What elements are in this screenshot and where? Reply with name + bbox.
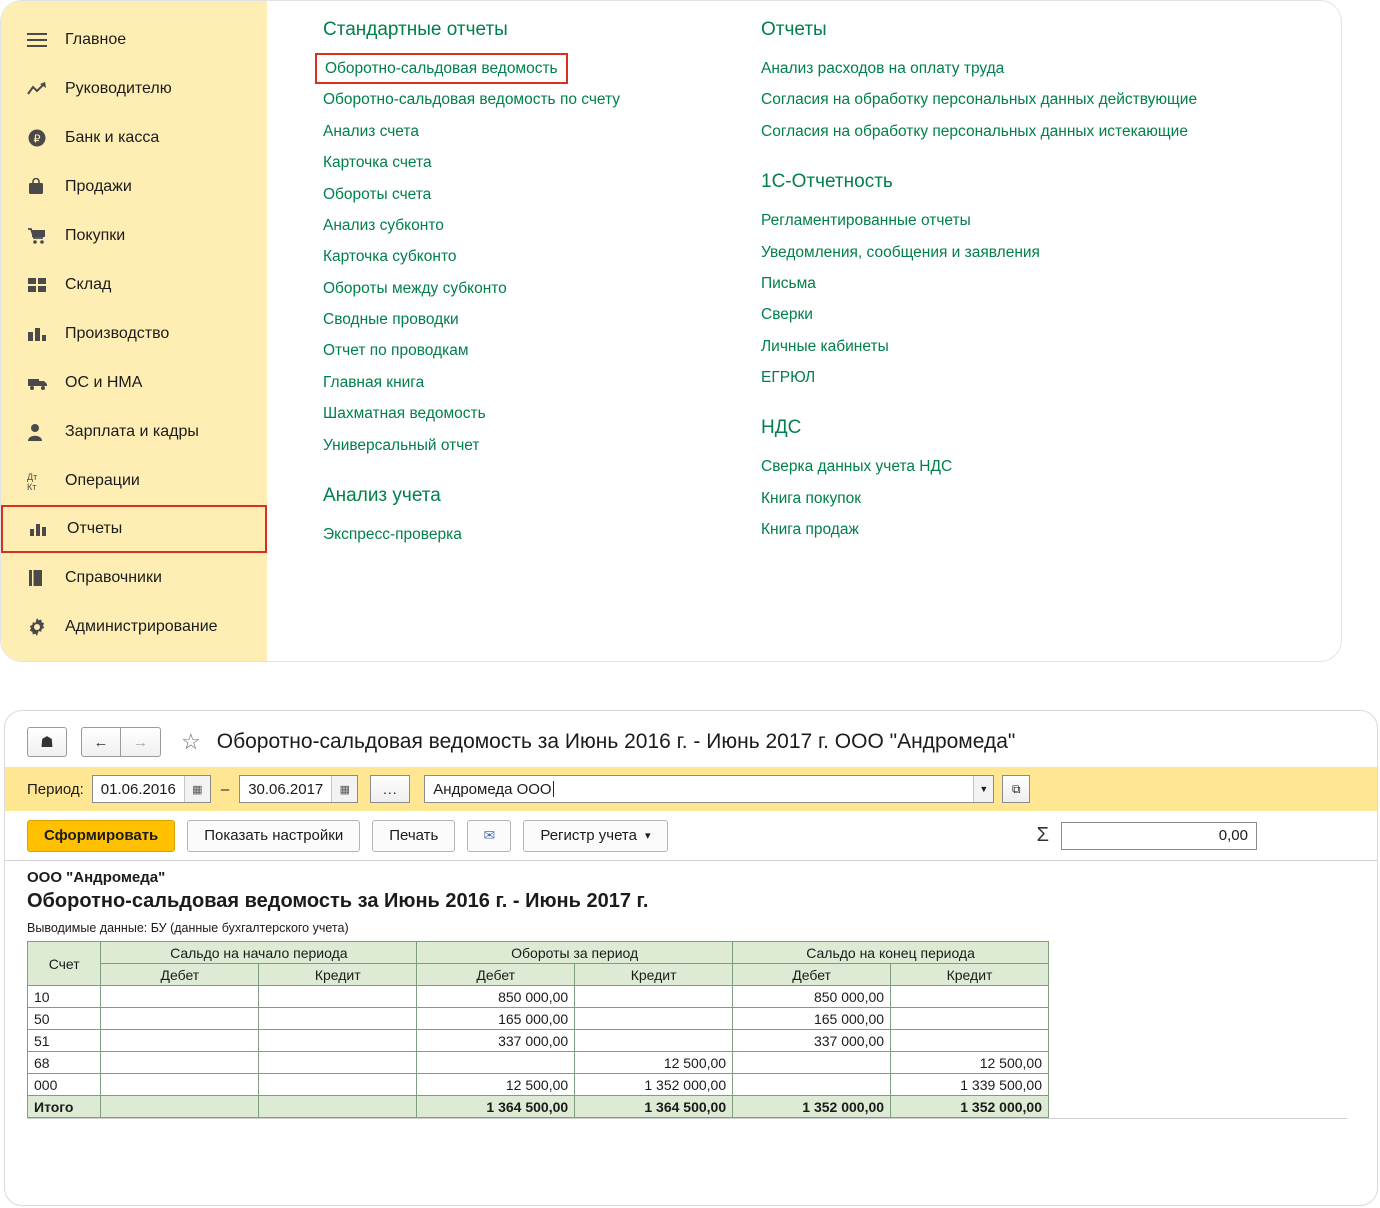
- menu-column-standard-reports: [301, 19, 739, 661]
- organization-input[interactable]: [424, 775, 994, 803]
- cell-open-debit: [101, 1074, 259, 1096]
- sidebar-item-otchety[interactable]: [1, 505, 267, 553]
- menu-column-reports: [739, 19, 1339, 661]
- sidebar-item-label: Покупки: [65, 226, 126, 244]
- cell-open-debit: [101, 1008, 259, 1030]
- cell-open-credit: [259, 986, 417, 1008]
- report-output-info: [27, 921, 1377, 935]
- date-from-value: 01.06.2016: [100, 780, 176, 798]
- menu-item-reglamentirovannye-otchety[interactable]: Регламентированные отчеты: [761, 212, 971, 230]
- group-title-1c-otchetnost: 1С-Отчетность: [761, 171, 893, 193]
- cell-turn-credit: 1 352 000,00: [575, 1074, 733, 1096]
- cell-turn-debit: 165 000,00: [417, 1008, 575, 1030]
- table-row[interactable]: [28, 1074, 1049, 1096]
- trend-up-icon: [27, 81, 55, 97]
- svg-text:Дт: Дт: [27, 471, 38, 482]
- envelope-icon[interactable]: ✉: [467, 820, 511, 852]
- debit-credit-icon: [27, 471, 55, 491]
- osv-table: [27, 941, 1049, 1118]
- menu-item-analiz-raskhodov[interactable]: Анализ расходов на оплату труда: [761, 60, 1005, 77]
- menu-item-kniga-prodazh[interactable]: Книга продаж: [761, 521, 859, 539]
- sidebar-item-label: Администрирование: [65, 617, 218, 635]
- cell-account: 10: [28, 986, 101, 1008]
- cell-total-label: Итого: [28, 1096, 101, 1118]
- menu-item-osv-highlighted[interactable]: Оборотно-сальдовая ведомость: [315, 53, 568, 84]
- calendar-icon[interactable]: ▦: [331, 776, 357, 802]
- sidebar-item-label: Зарплата и кадры: [65, 422, 199, 440]
- menu-item-egryul[interactable]: ЕГРЮЛ: [761, 369, 816, 386]
- sidebar-item-label: Главное: [65, 30, 127, 48]
- report-screenshot-panel: [4, 710, 1378, 1206]
- sidebar-item-operacii[interactable]: [1, 456, 267, 505]
- sidebar-item-proizvodstvo[interactable]: [1, 309, 267, 358]
- organization-value: Андромеда ООО: [433, 780, 552, 798]
- menu-item-shakhmatnaya-vedomost[interactable]: Шахматная ведомость: [323, 405, 486, 423]
- report-titlebar: [5, 711, 1377, 767]
- cell-turn-credit: 12 500,00: [575, 1052, 733, 1074]
- home-icon[interactable]: ☗: [27, 727, 67, 757]
- cell-open-credit: [259, 1008, 417, 1030]
- cell-close-credit: 1 339 500,00: [891, 1074, 1049, 1096]
- chevron-down-icon: ▾: [644, 830, 651, 842]
- menu-item-osv-po-schetu[interactable]: Оборотно-сальдовая ведомость по счету: [323, 91, 621, 109]
- open-card-icon[interactable]: ⧉: [1002, 775, 1030, 803]
- period-dash: –: [220, 780, 230, 798]
- cell-total-turn-credit: 1 364 500,00: [575, 1096, 733, 1118]
- menu-item-ekspress-proverka[interactable]: Экспресс-проверка: [323, 525, 462, 543]
- menu-item-lichnye-kabinety[interactable]: Личные кабинеты: [761, 337, 889, 355]
- sidebar-item-bank-i-kassa[interactable]: [1, 113, 267, 162]
- col-open-credit: Кредит: [259, 964, 417, 986]
- col-turn-debit: Дебет: [417, 964, 575, 986]
- menu-item-analiz-subkonto[interactable]: Анализ субконто: [323, 216, 444, 234]
- menu-item-sverka-nds[interactable]: Сверка данных учета НДС: [761, 458, 953, 476]
- table-total-row: [28, 1096, 1049, 1118]
- cell-close-credit: [891, 1030, 1049, 1052]
- cell-open-debit: [101, 986, 259, 1008]
- col-turnover: Обороты за период: [417, 942, 733, 964]
- output-value: БУ (данные бухгалтерского учета): [150, 921, 349, 935]
- bar-chart-icon: [29, 521, 57, 537]
- cell-close-debit: 165 000,00: [733, 1008, 891, 1030]
- chevron-down-icon[interactable]: ▼: [973, 776, 993, 802]
- person-icon: [27, 423, 55, 441]
- table-sub-header-row: [28, 964, 1049, 986]
- cell-close-credit: [891, 986, 1049, 1008]
- period-more-button[interactable]: ...: [370, 775, 410, 803]
- register-dropdown-button[interactable]: [523, 820, 667, 852]
- star-icon[interactable]: ☆: [181, 729, 201, 754]
- cell-close-debit: [733, 1074, 891, 1096]
- output-label: Выводимые данные:: [27, 921, 148, 935]
- menu-item-pisma[interactable]: Письма: [761, 274, 816, 292]
- cell-turn-credit: [575, 1030, 733, 1052]
- col-account: Счет: [28, 942, 101, 986]
- cell-turn-credit: [575, 1008, 733, 1030]
- cell-total-turn-debit: 1 364 500,00: [417, 1096, 575, 1118]
- boxes-icon: [27, 277, 55, 293]
- print-button[interactable]: Печать: [372, 820, 455, 852]
- sidebar-item-label: Банк и касса: [65, 128, 160, 146]
- col-closing-balance: Сальдо на конец периода: [733, 942, 1049, 964]
- calendar-icon[interactable]: ▦: [184, 776, 210, 802]
- date-to-input[interactable]: [239, 775, 358, 803]
- sigma-icon: Σ: [1036, 824, 1049, 846]
- date-from-input[interactable]: [92, 775, 211, 803]
- register-label: Регистр учета: [540, 827, 637, 844]
- sidebar: [1, 1, 267, 661]
- arrow-left-icon[interactable]: ←: [81, 727, 121, 757]
- sidebar-item-label: Отчеты: [67, 520, 123, 537]
- col-close-credit: Кредит: [891, 964, 1049, 986]
- menu-item-svodnye-provodki[interactable]: Сводные проводки: [323, 311, 459, 328]
- menu-item-kartochka-scheta[interactable]: Карточка счета: [323, 154, 432, 172]
- reports-menu: [267, 1, 1341, 661]
- table-row[interactable]: [28, 986, 1049, 1008]
- sidebar-item-label: Производство: [65, 324, 170, 342]
- menu-item-analiz-scheta[interactable]: Анализ счета: [323, 122, 419, 140]
- gear-icon: [27, 617, 55, 637]
- arrow-right-icon[interactable]: →: [121, 727, 161, 757]
- sidebar-item-label: Руководителю: [65, 79, 172, 97]
- svg-text:Кт: Кт: [27, 481, 37, 491]
- sidebar-item-label: Склад: [65, 275, 112, 293]
- cell-turn-debit: 850 000,00: [417, 986, 575, 1008]
- col-open-debit: Дебет: [101, 964, 259, 986]
- sidebar-item-rukovoditelyu[interactable]: [1, 64, 267, 113]
- bag-icon: [27, 178, 55, 196]
- cell-close-credit: 12 500,00: [891, 1052, 1049, 1074]
- divider: [27, 1118, 1347, 1119]
- col-opening-balance: Сальдо на начало периода: [101, 942, 417, 964]
- table-row[interactable]: [28, 1052, 1049, 1074]
- truck-icon: [27, 375, 55, 391]
- menu-item-glavnaya-kniga[interactable]: Главная книга: [323, 373, 425, 391]
- menu-item-otchet-po-provodkam[interactable]: Отчет по проводкам: [323, 342, 469, 360]
- factory-chart-icon: [27, 326, 55, 342]
- sidebar-item-administrirovanie[interactable]: [1, 602, 267, 651]
- report-body: [5, 861, 1377, 1119]
- report-org-name: ООО "Андромеда": [27, 869, 166, 886]
- cell-open-debit: [101, 1030, 259, 1052]
- table-group-header-row: [28, 942, 1049, 964]
- cell-total-open-debit: [101, 1096, 259, 1118]
- hamburger-icon: [27, 32, 55, 48]
- menu-item-oboroty-mezhdu-subkonto[interactable]: Обороты между субконто: [323, 279, 507, 297]
- text-caret: [553, 781, 554, 797]
- svg-text:₽: ₽: [33, 133, 41, 145]
- group-title-analysis: Анализ учета: [323, 484, 441, 506]
- sum-area: [1037, 822, 1257, 850]
- cell-turn-credit: [575, 986, 733, 1008]
- period-bar: [5, 767, 1377, 811]
- menu-item-universalnyy-otchet[interactable]: Универсальный отчет: [323, 436, 480, 454]
- group-title-standard-reports: Стандартные отчеты: [323, 19, 508, 40]
- cell-account: 68: [28, 1052, 101, 1074]
- cell-open-credit: [259, 1030, 417, 1052]
- menu-item-oboroty-scheta[interactable]: Обороты счета: [323, 185, 432, 203]
- cell-close-credit: [891, 1008, 1049, 1030]
- cell-total-close-debit: 1 352 000,00: [733, 1096, 891, 1118]
- sidebar-item-zarplata-i-kadry[interactable]: [1, 407, 267, 456]
- sidebar-item-pokupki[interactable]: [1, 211, 267, 260]
- cell-account: 000: [28, 1074, 101, 1096]
- cell-turn-debit: 337 000,00: [417, 1030, 575, 1052]
- cell-close-debit: 337 000,00: [733, 1030, 891, 1052]
- cell-turn-debit: [417, 1052, 575, 1074]
- generate-button[interactable]: Сформировать: [27, 820, 175, 852]
- sidebar-item-label: Справочники: [65, 568, 162, 586]
- sidebar-item-label: Операции: [65, 471, 140, 489]
- sidebar-item-os-i-nma[interactable]: [1, 358, 267, 407]
- date-to-value: 30.06.2017: [248, 780, 324, 798]
- report-heading: Оборотно-сальдовая ведомость за Июнь 2016 г. - Июнь 2017 г.: [27, 890, 649, 912]
- sidebar-item-label: ОС и НМА: [65, 373, 143, 391]
- sidebar-item-spravochniki[interactable]: [1, 553, 267, 602]
- table-row[interactable]: [28, 1008, 1049, 1030]
- ruble-circle-icon: [27, 128, 55, 148]
- cell-open-credit: [259, 1074, 417, 1096]
- col-close-debit: Дебет: [733, 964, 891, 986]
- sum-input[interactable]: 0,00: [1061, 822, 1257, 850]
- cell-account: 51: [28, 1030, 101, 1052]
- book-icon: [27, 569, 55, 587]
- report-toolbar: [5, 811, 1377, 861]
- show-settings-button[interactable]: Показать настройки: [187, 820, 360, 852]
- cell-open-credit: [259, 1052, 417, 1074]
- group-title-reports: Отчеты: [761, 19, 827, 40]
- menu-item-kniga-pokupok[interactable]: Книга покупок: [761, 489, 862, 507]
- cell-total-close-credit: 1 352 000,00: [891, 1096, 1049, 1118]
- sidebar-item-prodazhi[interactable]: [1, 162, 267, 211]
- menu-item-soglasiya-istekayushchie[interactable]: Согласия на обработку персональных данных истекающие: [761, 122, 1188, 140]
- sidebar-item-sklad[interactable]: [1, 260, 267, 309]
- period-label: Период:: [27, 780, 84, 798]
- menu-item-cutoff: [301, 550, 739, 568]
- cell-close-debit: [733, 1052, 891, 1074]
- cell-open-debit: [101, 1052, 259, 1074]
- table-row[interactable]: [28, 1030, 1049, 1052]
- col-turn-credit: Кредит: [575, 964, 733, 986]
- cell-total-open-credit: [259, 1096, 417, 1118]
- menu-item-sverki[interactable]: Сверки: [761, 306, 813, 324]
- sidebar-item-glavnoe[interactable]: [1, 15, 267, 64]
- nav-buttons: [81, 727, 161, 757]
- cell-account: 50: [28, 1008, 101, 1030]
- menu-item-uvedomleniya[interactable]: Уведомления, сообщения и заявления: [761, 243, 1040, 261]
- menu-item-soglasiya-dejstvuyushchie[interactable]: Согласия на обработку персональных данных действующие: [761, 91, 1198, 109]
- cell-close-debit: 850 000,00: [733, 986, 891, 1008]
- menu-item-kartochka-subkonto[interactable]: Карточка субконто: [323, 248, 457, 266]
- cart-icon: [27, 227, 55, 245]
- sidebar-item-label: Продажи: [65, 177, 132, 195]
- cell-turn-debit: 12 500,00: [417, 1074, 575, 1096]
- group-title-nds: НДС: [761, 417, 802, 439]
- page-title: Оборотно-сальдовая ведомость за Июнь 2016 г. - Июнь 2017 г. ООО "Андромеда": [216, 730, 1016, 753]
